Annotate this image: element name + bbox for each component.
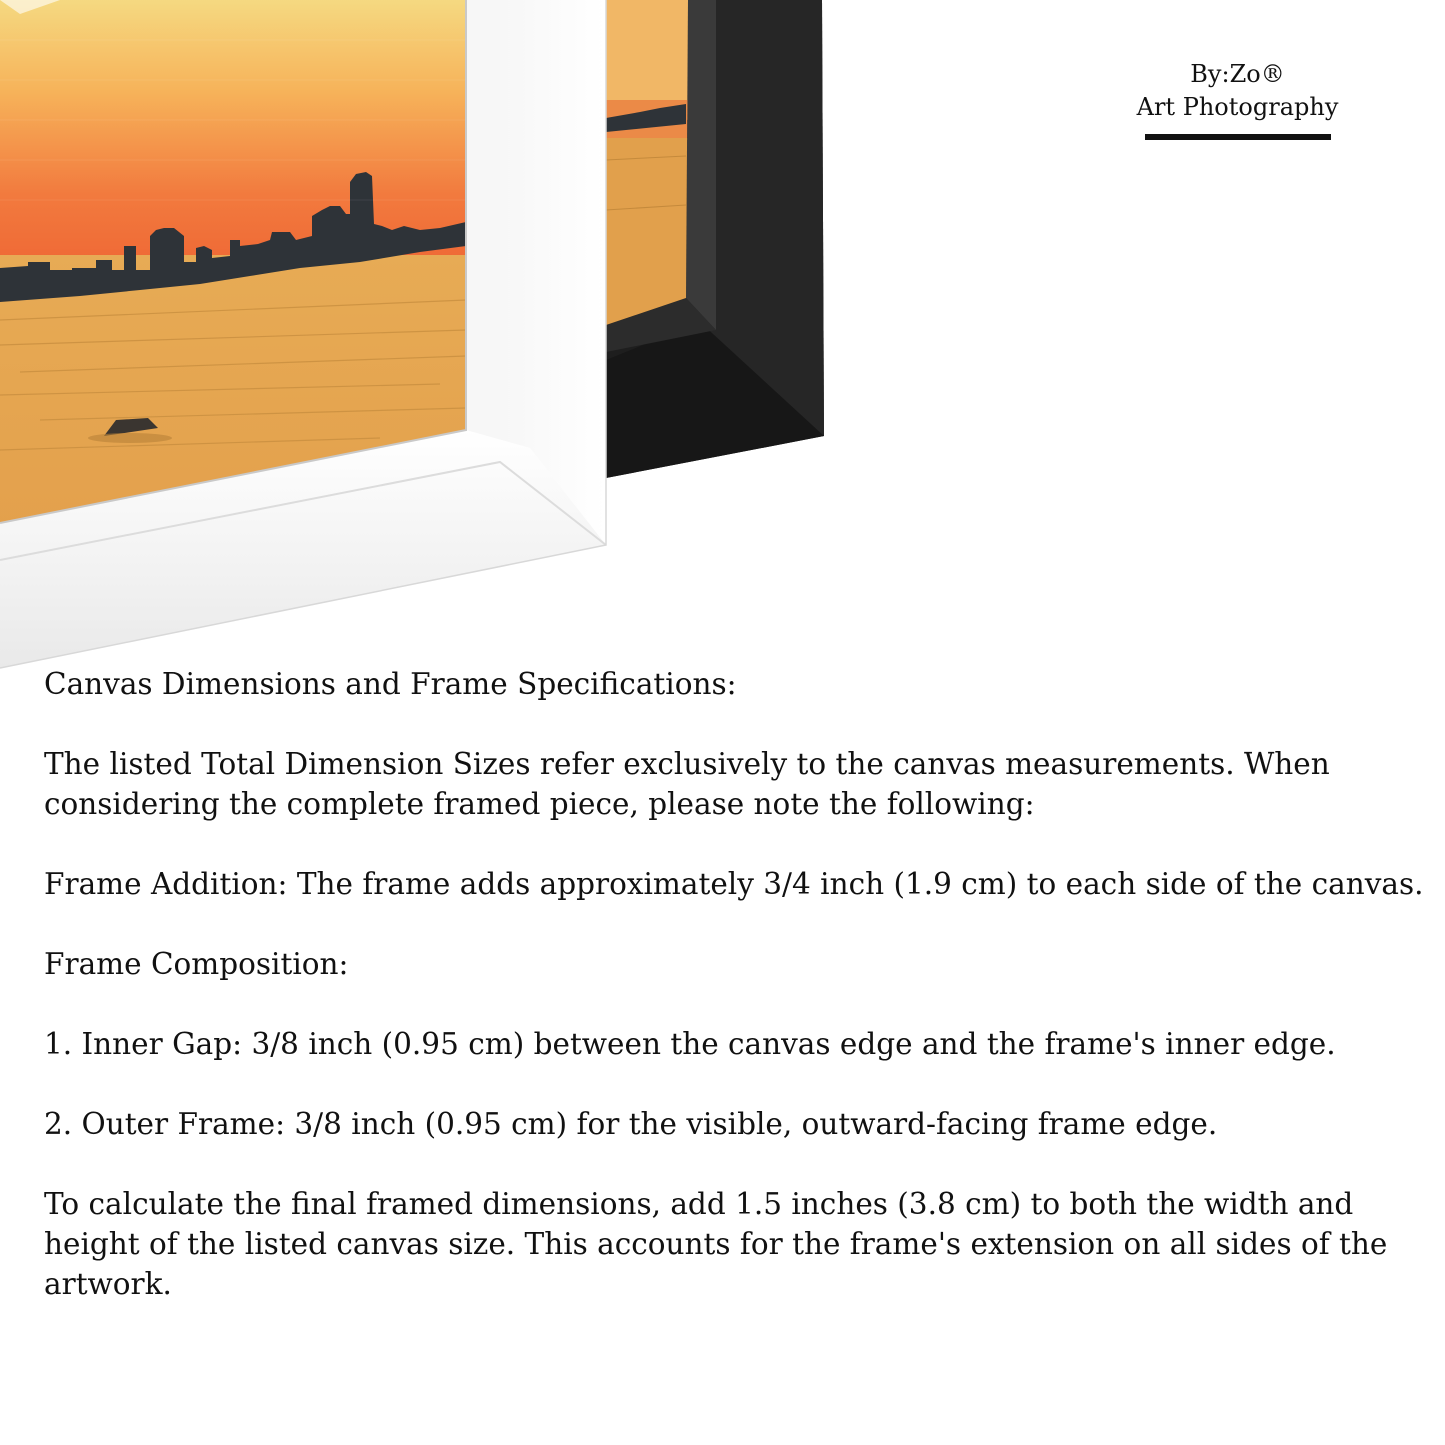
spec-paragraph-canvas: The listed Total Dimension Sizes refer exclusively to the canvas measurements. When considering the complete framed piece, please note the following:	[44, 747, 1330, 821]
brand-line-2: Art Photography	[1136, 93, 1339, 121]
brand-logo	[1110, 58, 1365, 140]
brand-underline	[1145, 134, 1331, 140]
spec-paragraph-frame-addition: Frame Addition: The frame adds approximately 3/4 inch (1.9 cm) to each side of the canvas.	[44, 867, 1424, 901]
spec-item-outer-frame: 2. Outer Frame: 3/8 inch (0.95 cm) for the visible, outward-facing frame edge.	[44, 1107, 1218, 1141]
spec-paragraph-frame-composition: Frame Composition:	[44, 947, 349, 981]
spec-heading: Canvas Dimensions and Frame Specifications:	[44, 667, 737, 701]
spec-item-inner-gap: 1. Inner Gap: 3/8 inch (0.95 cm) between the canvas edge and the frame's inner edge.	[44, 1027, 1336, 1061]
frame-specifications-text	[44, 664, 1434, 1344]
spec-paragraph-calculation: To calculate the final framed dimensions, add 1.5 inches (3.8 cm) to both the width and height of the listed canvas size. This accounts for the frame's extension on all sides of the artwork.	[44, 1187, 1388, 1301]
brand-line-1: By:Zo®	[1190, 60, 1285, 88]
back-canvas	[600, 0, 700, 338]
